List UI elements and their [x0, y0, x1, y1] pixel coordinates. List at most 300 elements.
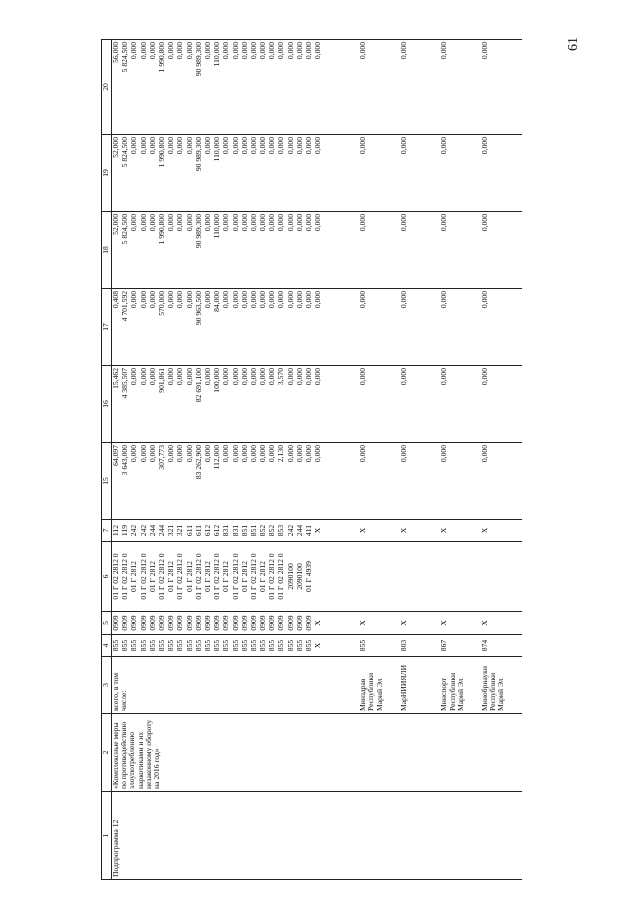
- spacer-cell: [450, 443, 481, 520]
- table-cell: 0,000: [167, 212, 176, 289]
- header-cell: 17: [102, 289, 112, 366]
- table-cell: 242: [287, 520, 296, 542]
- table-cell: 831: [232, 520, 241, 542]
- table-cell: 0,000: [268, 443, 277, 520]
- table-cell: 0,000: [359, 443, 368, 520]
- header-cell: 5: [102, 612, 112, 635]
- table-cell: 0,000: [176, 289, 185, 366]
- table-cell: 15,462: [112, 366, 122, 443]
- table-cell: 853: [277, 520, 286, 542]
- table-cell: 0,000: [305, 40, 314, 135]
- spacer-cell: [323, 612, 359, 635]
- table-cell: 0,000: [176, 212, 185, 289]
- table-cell: 855: [195, 635, 204, 657]
- table-cell: 0,000: [268, 212, 277, 289]
- table-cell: 0,000: [222, 135, 231, 212]
- table-cell: 01 Г 2812: [167, 542, 176, 612]
- table-cell: 01 Г 4939: [305, 542, 314, 612]
- spacer-cell: [323, 289, 359, 366]
- table-cell: 570,000: [158, 289, 167, 366]
- spacer-cell: [450, 289, 481, 366]
- table-cell: 0,000: [149, 289, 158, 366]
- table-cell: 0,000: [287, 366, 296, 443]
- table-cell: 0,000: [232, 366, 241, 443]
- table-cell: 0,000: [400, 40, 409, 135]
- table-cell: 0,000: [277, 135, 286, 212]
- table-cell: 855: [176, 635, 185, 657]
- executor-cell: Минздрав Республики Марий Эл: [359, 657, 400, 714]
- table-cell: 0,000: [222, 443, 231, 520]
- table-cell: 112,000: [213, 443, 222, 520]
- table-cell: 855: [305, 635, 314, 657]
- table-cell: 119: [121, 520, 130, 542]
- rotated-table-wrapper: [101, 40, 522, 880]
- program-title-cell: «Комплексные меры по противодействию злоупотреблению наркотиками и их незаконному обороту на 2016 год»: [112, 714, 523, 792]
- table-cell: 855: [167, 635, 176, 657]
- table-cell: 0909: [167, 612, 176, 635]
- spacer-cell: [323, 366, 359, 443]
- table-cell: 855: [359, 635, 368, 657]
- table-cell: 01 Г 02 2812 0: [277, 542, 286, 612]
- table-cell: 0,000: [140, 135, 149, 212]
- table-cell: 0,000: [359, 212, 368, 289]
- table-cell: 0,000: [222, 212, 231, 289]
- spacer-cell: [490, 443, 522, 520]
- table-cell: 0,000: [314, 212, 323, 289]
- table-cell: 0,000: [186, 135, 195, 212]
- table-cell: 855: [186, 635, 195, 657]
- table-cell: 0,000: [232, 443, 241, 520]
- table-cell: 0,000: [250, 135, 259, 212]
- table-cell: 0,000: [241, 366, 250, 443]
- table-cell: 56,000: [112, 40, 122, 135]
- table-cell: 0,000: [167, 366, 176, 443]
- table-cell: 0,000: [176, 366, 185, 443]
- table-cell: 0909: [149, 612, 158, 635]
- table-cell: 0,000: [481, 443, 490, 520]
- table-cell: 0,000: [481, 366, 490, 443]
- table-cell: 0,000: [250, 212, 259, 289]
- spacer-cell: [450, 635, 481, 657]
- table-cell: 1 990,800: [158, 40, 167, 135]
- table-cell: 0,000: [296, 289, 305, 366]
- table-cell: 01 Г 2812: [222, 542, 231, 612]
- table-cell: 0,000: [259, 366, 268, 443]
- table-cell: 0,000: [149, 366, 158, 443]
- table-cell: 0,000: [277, 40, 286, 135]
- spacer-cell: [490, 366, 522, 443]
- table-cell: 3 643,000: [121, 443, 130, 520]
- table-cell: 0,000: [149, 135, 158, 212]
- table-cell: 0909: [186, 612, 195, 635]
- table-cell: 0,000: [250, 40, 259, 135]
- table-cell: 321: [176, 520, 185, 542]
- table-cell: 4 385,507: [121, 366, 130, 443]
- table-cell: 0,000: [232, 40, 241, 135]
- table-cell: 01 Г 02 2812 0: [121, 542, 130, 612]
- table-cell: 0,000: [296, 366, 305, 443]
- spacer-cell: [409, 635, 440, 657]
- table-cell: X: [481, 520, 490, 542]
- spacer-cell: [409, 520, 440, 542]
- table-cell: 83 262,900: [195, 443, 204, 520]
- spacer-cell: [409, 542, 440, 612]
- table-cell: 0,000: [481, 212, 490, 289]
- spacer-cell: [490, 289, 522, 366]
- table-cell: 0,000: [305, 212, 314, 289]
- table-cell: X: [400, 612, 409, 635]
- table-cell: 0909: [232, 612, 241, 635]
- table-cell: 0909: [213, 612, 222, 635]
- table-cell: 0,000: [130, 40, 139, 135]
- table-cell: 110,000: [213, 135, 222, 212]
- table-cell: X: [359, 520, 368, 542]
- table-cell: 0,000: [250, 289, 259, 366]
- table-cell: 0,000: [241, 443, 250, 520]
- table-cell: 0,000: [440, 40, 449, 135]
- table-cell: 307,773: [158, 443, 167, 520]
- table-cell: 0,000: [440, 212, 449, 289]
- table-cell: 0,000: [241, 212, 250, 289]
- spacer-cell: [450, 612, 481, 635]
- table-cell: 855: [250, 635, 259, 657]
- header-cell: 4: [102, 635, 112, 657]
- table-cell: 0909: [222, 612, 231, 635]
- table-cell: 0,000: [314, 40, 323, 135]
- table-cell: 2090100: [287, 542, 296, 612]
- spacer-cell: [368, 40, 399, 135]
- table-cell: 0909: [176, 612, 185, 635]
- table-cell: 0,000: [149, 40, 158, 135]
- table-cell: 242: [130, 520, 139, 542]
- spacer-cell: [490, 135, 522, 212]
- table-cell: 851: [241, 520, 250, 542]
- table-cell: 0,000: [268, 40, 277, 135]
- table-cell: 855: [296, 635, 305, 657]
- table-cell: 0,000: [277, 289, 286, 366]
- table-cell: [314, 542, 323, 612]
- table-cell: 90 989,300: [195, 135, 204, 212]
- table-cell: 0,000: [296, 212, 305, 289]
- table-cell: 2,130: [277, 443, 286, 520]
- spacer-cell: [450, 135, 481, 212]
- table-cell: [481, 542, 490, 612]
- header-cell: 7: [102, 520, 112, 542]
- table-cell: 242: [140, 520, 149, 542]
- table-cell: 0,000: [440, 366, 449, 443]
- table-cell: [400, 542, 409, 612]
- table-cell: 855: [287, 635, 296, 657]
- table-cell: 01 Г 02 2812 0: [250, 542, 259, 612]
- header-row: [102, 40, 112, 880]
- table-cell: 0,000: [186, 40, 195, 135]
- spacer-cell: [368, 135, 399, 212]
- table-cell: 0,000: [268, 366, 277, 443]
- spacer-cell: [323, 443, 359, 520]
- header-cell: 18: [102, 212, 112, 289]
- table-cell: 0,000: [259, 289, 268, 366]
- table-cell: 0,000: [440, 443, 449, 520]
- table-cell: 0,000: [305, 366, 314, 443]
- page-number: 61: [566, 37, 581, 51]
- table-cell: 01 Г 2812: [259, 542, 268, 612]
- table-cell: 0,000: [296, 443, 305, 520]
- spacer-cell: [450, 366, 481, 443]
- spacer-cell: [490, 612, 522, 635]
- table-cell: 0909: [296, 612, 305, 635]
- header-cell: 1: [102, 792, 112, 880]
- table-cell: 0,000: [287, 443, 296, 520]
- header-cell: 6: [102, 542, 112, 612]
- table-cell: 0,000: [176, 135, 185, 212]
- spacer-cell: [450, 40, 481, 135]
- spacer-cell: [409, 366, 440, 443]
- table-cell: 0909: [158, 612, 167, 635]
- table-cell: 851: [250, 520, 259, 542]
- table-cell: 0,000: [176, 443, 185, 520]
- table-cell: 0,000: [277, 212, 286, 289]
- table-cell: 01 Г 02 2812 0: [268, 542, 277, 612]
- table-cell: 01 Г 02 2812 0: [176, 542, 185, 612]
- table-cell: 0,000: [130, 366, 139, 443]
- header-cell: 15: [102, 443, 112, 520]
- table-cell: 0909: [130, 612, 139, 635]
- spacer-cell: [409, 289, 440, 366]
- table-cell: 855: [241, 635, 250, 657]
- table-cell: 0,000: [241, 135, 250, 212]
- table-cell: 01 Г 2812: [186, 542, 195, 612]
- spacer-cell: [409, 40, 440, 135]
- table-cell: 0,000: [232, 289, 241, 366]
- table-cell: 0909: [259, 612, 268, 635]
- table-cell: 0,000: [287, 135, 296, 212]
- table-cell: 0,000: [440, 135, 449, 212]
- table-cell: 0,000: [359, 289, 368, 366]
- table-cell: 0,000: [130, 443, 139, 520]
- table-cell: 321: [167, 520, 176, 542]
- table-cell: 0909: [287, 612, 296, 635]
- table-cell: 0,000: [140, 212, 149, 289]
- table-cell: 0,000: [400, 135, 409, 212]
- table-cell: 612: [213, 520, 222, 542]
- table-cell: 0,000: [176, 40, 185, 135]
- table-cell: 0,000: [232, 212, 241, 289]
- table-cell: 100,000: [213, 366, 222, 443]
- spacer-cell: [409, 212, 440, 289]
- table-cell: 0,000: [314, 289, 323, 366]
- table-cell: 0,000: [296, 135, 305, 212]
- table-cell: 244: [149, 520, 158, 542]
- table-cell: 0,000: [241, 289, 250, 366]
- table-cell: 855: [149, 635, 158, 657]
- table-cell: 0909: [241, 612, 250, 635]
- table-cell: 0,000: [314, 366, 323, 443]
- table-cell: X: [400, 520, 409, 542]
- table-cell: 244: [296, 520, 305, 542]
- table-cell: 4 701,592: [121, 289, 130, 366]
- table-cell: 0,000: [149, 443, 158, 520]
- table-cell: 0,000: [305, 289, 314, 366]
- spacer-cell: [490, 520, 522, 542]
- table-cell: 01 Г 02 2812 0: [195, 542, 204, 612]
- table-cell: 110,000: [213, 212, 222, 289]
- table-cell: 0,000: [140, 366, 149, 443]
- table-cell: X: [314, 520, 323, 542]
- table-cell: 855: [232, 635, 241, 657]
- table-cell: 855: [213, 635, 222, 657]
- table-cell: 0,000: [186, 443, 195, 520]
- table-cell: 0909: [277, 612, 286, 635]
- header-cell: 2: [102, 714, 112, 792]
- spacer-cell: [323, 212, 359, 289]
- table-cell: 0,000: [222, 40, 231, 135]
- executor-cell: всего, в том числе:: [112, 657, 360, 714]
- spacer-cell: [323, 542, 359, 612]
- spacer-cell: [368, 542, 399, 612]
- table-cell: 01 Г 2812: [204, 542, 213, 612]
- table-cell: 90 989,300: [195, 40, 204, 135]
- header-cell: 19: [102, 135, 112, 212]
- table-cell: 0,000: [204, 40, 213, 135]
- table-cell: 244: [158, 520, 167, 542]
- table-cell: 52,000: [112, 212, 122, 289]
- spacer-cell: [368, 366, 399, 443]
- table-cell: 0909: [204, 612, 213, 635]
- table-cell: 0,000: [241, 40, 250, 135]
- table-cell: 852: [259, 520, 268, 542]
- table-cell: 0,000: [400, 443, 409, 520]
- table-cell: 0909: [112, 612, 122, 635]
- table-cell: 0,000: [186, 212, 195, 289]
- table-cell: 0,000: [204, 443, 213, 520]
- table-cell: 855: [259, 635, 268, 657]
- table-cell: 3,570: [277, 366, 286, 443]
- table-cell: 0,000: [400, 366, 409, 443]
- table-cell: 0909: [140, 612, 149, 635]
- table-cell: 0,000: [232, 135, 241, 212]
- table-cell: 0,000: [268, 289, 277, 366]
- table-cell: 855: [277, 635, 286, 657]
- table-cell: [359, 542, 368, 612]
- table-cell: 0,000: [259, 443, 268, 520]
- table-cell: X: [359, 612, 368, 635]
- table-cell: 5 824,500: [121, 135, 130, 212]
- table-cell: 0,000: [359, 366, 368, 443]
- spacer-cell: [323, 40, 359, 135]
- table-cell: 0,000: [204, 135, 213, 212]
- table-cell: 0,000: [359, 135, 368, 212]
- budget-table: [101, 39, 522, 880]
- table-cell: 0,408: [112, 289, 122, 366]
- table-cell: 0,000: [287, 289, 296, 366]
- table-cell: 5 824,500: [121, 40, 130, 135]
- spacer-cell: [409, 443, 440, 520]
- table-cell: X: [481, 612, 490, 635]
- header-cell: 3: [102, 657, 112, 714]
- table-cell: 2090100: [296, 542, 305, 612]
- spacer-cell: [323, 635, 359, 657]
- table-cell: 0,000: [222, 366, 231, 443]
- table-cell: 0,000: [287, 40, 296, 135]
- spacer-cell: [490, 40, 522, 135]
- spacer-cell: [450, 212, 481, 289]
- spacer-cell: [409, 135, 440, 212]
- spacer-cell: [490, 542, 522, 612]
- table-cell: 0,000: [296, 40, 305, 135]
- table-cell: 90 963,500: [195, 289, 204, 366]
- table-cell: 01 Г 02 2812 0: [112, 542, 122, 612]
- table-cell: 611: [186, 520, 195, 542]
- executor-cell: Минобрнауки Республики Марий Эл: [481, 657, 522, 714]
- spacer-cell: [368, 612, 399, 635]
- table-cell: 612: [204, 520, 213, 542]
- table-cell: 0,000: [259, 135, 268, 212]
- table-cell: 1 990,800: [158, 212, 167, 289]
- table-cell: 01 Г 02 2812 0: [158, 542, 167, 612]
- table-cell: 0,000: [149, 212, 158, 289]
- table-cell: X: [440, 612, 449, 635]
- table-cell: 0,000: [440, 289, 449, 366]
- table-cell: 0,000: [400, 212, 409, 289]
- table-cell: 0,000: [186, 289, 195, 366]
- spacer-cell: [323, 135, 359, 212]
- table-cell: 855: [204, 635, 213, 657]
- table-cell: 0,000: [140, 443, 149, 520]
- table-cell: 0909: [121, 612, 130, 635]
- table-cell: 0,000: [314, 443, 323, 520]
- table-cell: 0,000: [481, 289, 490, 366]
- table-cell: 0,000: [167, 289, 176, 366]
- table-cell: 855: [130, 635, 139, 657]
- table-cell: 855: [268, 635, 277, 657]
- table-cell: 01 Г 2812: [130, 542, 139, 612]
- table-body: [112, 40, 523, 880]
- table-cell: 855: [121, 635, 130, 657]
- table-cell: 0,000: [314, 135, 323, 212]
- table-cell: 0,000: [268, 135, 277, 212]
- table-cell: 0909: [195, 612, 204, 635]
- table-cell: 0,000: [259, 212, 268, 289]
- spacer-cell: [490, 212, 522, 289]
- table-cell: 82 691,100: [195, 366, 204, 443]
- table-cell: 855: [158, 635, 167, 657]
- table-cell: 01 Г 02 2812 0: [232, 542, 241, 612]
- table-cell: 611: [195, 520, 204, 542]
- table-cell: 0909: [268, 612, 277, 635]
- table-cell: 0,000: [204, 366, 213, 443]
- table-cell: 874: [481, 635, 490, 657]
- table-cell: 867: [440, 635, 449, 657]
- spacer-cell: [368, 289, 399, 366]
- spacer-cell: [323, 520, 359, 542]
- table-cell: 0,000: [359, 40, 368, 135]
- table-cell: 0,000: [222, 289, 231, 366]
- table-cell: 0,000: [140, 289, 149, 366]
- table-cell: 0,000: [287, 212, 296, 289]
- table-cell: 0,000: [130, 135, 139, 212]
- spacer-cell: [368, 212, 399, 289]
- table-cell: 84,000: [213, 289, 222, 366]
- table-cell: 112: [112, 520, 122, 542]
- spacer-cell: [368, 635, 399, 657]
- table-cell: 0,000: [305, 135, 314, 212]
- spacer-cell: [368, 443, 399, 520]
- spacer-cell: [450, 520, 481, 542]
- table-cell: 0,000: [250, 366, 259, 443]
- table-cell: 855: [222, 635, 231, 657]
- table-cell: 1 990,800: [158, 135, 167, 212]
- table-cell: 0,000: [130, 212, 139, 289]
